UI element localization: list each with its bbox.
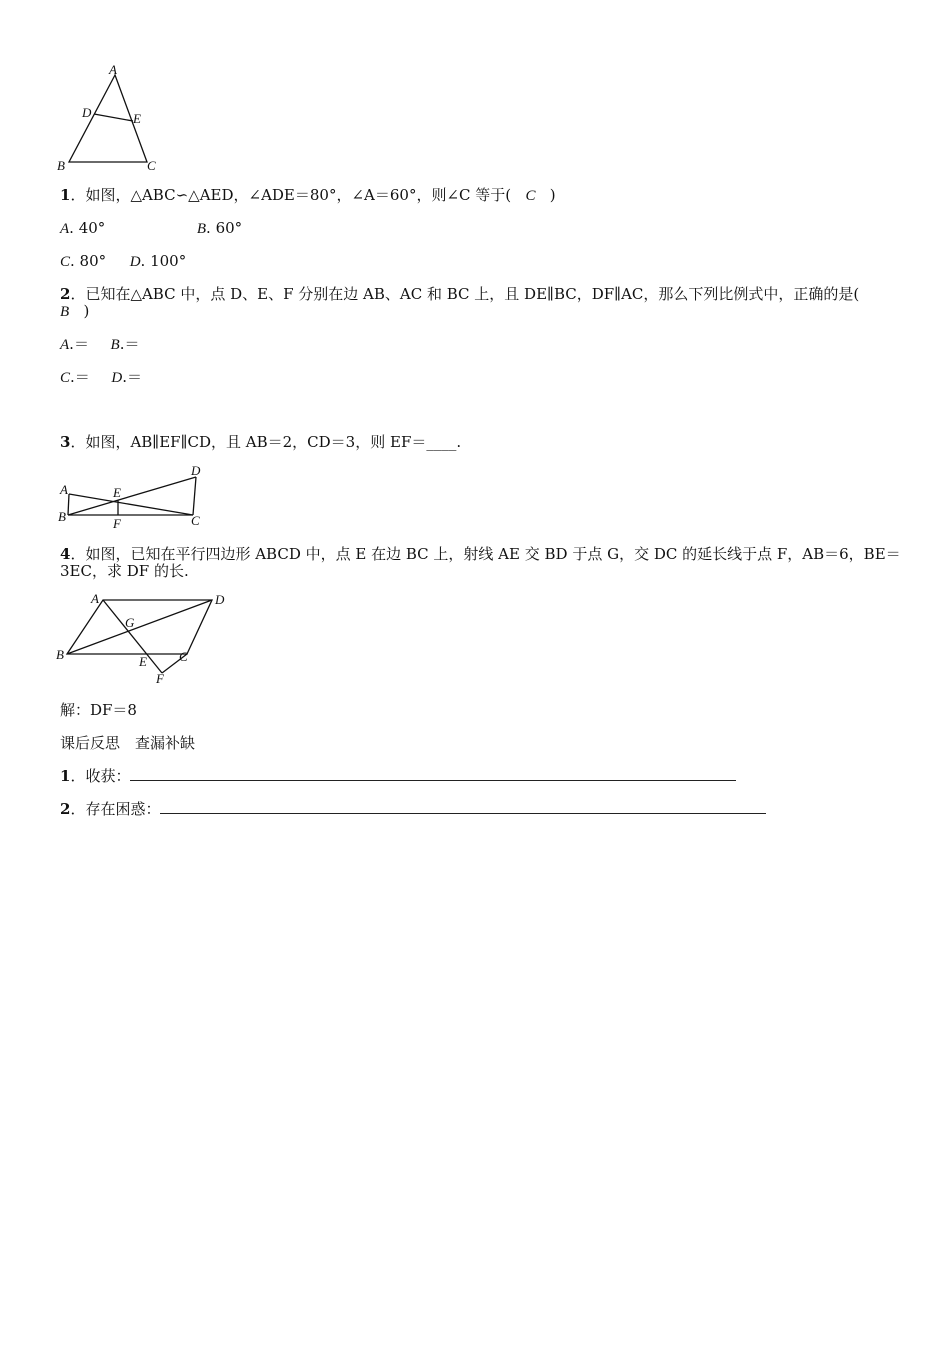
segment-bd	[68, 477, 196, 515]
q4-number: 4	[60, 545, 71, 563]
q2-answer-line	[60, 301, 89, 322]
reflection-answer-line-2[interactable]	[160, 799, 766, 814]
label-c: C	[191, 513, 200, 528]
q4-solution	[60, 700, 137, 720]
label-f: F	[113, 516, 121, 531]
segment-af	[103, 600, 162, 673]
q1-stem	[60, 185, 556, 206]
reflection-item-2-label: ．存在困惑：	[70, 800, 161, 818]
label-d: D	[215, 592, 225, 607]
q2-text: ．已知在△ABC 中，点 D、E、F 分别在边 AB、AC 和 BC 上，且 DE∥BC，DF∥AC，那么下列比例式中，正确的是(	[70, 285, 860, 303]
q2-close: )	[83, 302, 90, 320]
q2-options-cd	[60, 367, 142, 388]
figure-triangle-abc	[50, 60, 170, 180]
q3-stem	[60, 432, 461, 452]
reflection-item-2	[60, 799, 766, 819]
q2-opt-c: .＝	[70, 368, 90, 386]
q1-text: ．如图，△ABC∽△AED，∠ADE＝80°，∠A＝60°，则∠C 等于(	[70, 186, 512, 204]
q1-answer: C	[525, 188, 536, 204]
q1-opt-a-letter: A	[60, 221, 70, 237]
label-e: E	[113, 485, 121, 500]
q2-answer: B	[60, 304, 70, 320]
label-e: E	[139, 654, 147, 669]
label-a: A	[60, 482, 68, 497]
q3-number: 3	[60, 433, 71, 451]
q4-text2: 3EC，求 DF 的长.	[60, 562, 189, 580]
q1-opt-b-letter: B	[196, 221, 207, 237]
label-b: B	[56, 647, 64, 662]
q3-blank: ____	[426, 433, 457, 451]
label-c: C	[147, 158, 156, 173]
reflection-item-1	[60, 766, 736, 786]
reflection-answer-line-1[interactable]	[130, 766, 736, 781]
q1-opt-d-letter: D	[129, 254, 141, 270]
segment-cd	[193, 477, 196, 515]
segment-de	[94, 114, 133, 121]
q1-opt-a: . 40°	[69, 219, 106, 237]
q1-opt-c-letter: C	[60, 254, 71, 270]
figure-parallelogram	[50, 586, 240, 691]
q1-opt-c: . 80°	[70, 252, 107, 270]
figure-parallel-segments	[50, 458, 220, 533]
label-a: A	[91, 591, 99, 606]
q2-opt-c-letter: C	[60, 370, 71, 386]
q3-end: .	[456, 433, 462, 451]
reflection-item-1-number: 1	[60, 767, 71, 785]
q1-opt-b: . 60°	[206, 219, 243, 237]
label-g: G	[125, 615, 135, 630]
label-b: B	[57, 158, 65, 173]
label-e: E	[133, 111, 141, 126]
label-b: B	[58, 509, 66, 524]
q1-options-cd	[60, 251, 186, 272]
q1-options-ab	[60, 218, 242, 239]
label-f: F	[156, 671, 164, 686]
reflection-item-1-label: ．收获：	[70, 767, 131, 785]
reflection-title	[60, 733, 195, 753]
q2-options-ab	[60, 334, 139, 355]
reflection-item-2-number: 2	[60, 800, 71, 818]
segment-ac	[69, 494, 193, 515]
segment-ab	[68, 494, 69, 515]
q4-stem-line2	[60, 561, 189, 581]
q2-number: 2	[60, 285, 71, 303]
q3-text: ．如图，AB∥EF∥CD，且 AB＝2，CD＝3，则 EF＝	[70, 433, 427, 451]
q1-close: )	[549, 186, 556, 204]
q2-opt-b: .＝	[119, 335, 140, 353]
q4-solution-text: 解：DF＝8	[60, 701, 137, 719]
q1-number: 1	[60, 186, 71, 204]
q2-opt-d: .＝	[122, 368, 142, 386]
q2-opt-a: .＝	[69, 335, 89, 353]
q2-opt-a-letter: A	[60, 337, 70, 353]
q1-opt-d: . 100°	[140, 252, 187, 270]
label-d: D	[82, 105, 92, 120]
q2-opt-b-letter: B	[110, 337, 120, 353]
reflection-title-text: 课后反思 查漏补缺	[60, 734, 196, 752]
q2-opt-d-letter: D	[111, 370, 123, 386]
label-c: C	[179, 649, 188, 664]
q4-text1: ．如图，已知在平行四边形 ABCD 中，点 E 在边 BC 上，射线 AE 交 BD 于点 G，交 DC 的延长线于点 F，AB＝6，BE＝	[70, 545, 901, 563]
label-a: A	[109, 62, 117, 77]
q2-stem	[60, 284, 859, 304]
label-d: D	[191, 463, 201, 478]
